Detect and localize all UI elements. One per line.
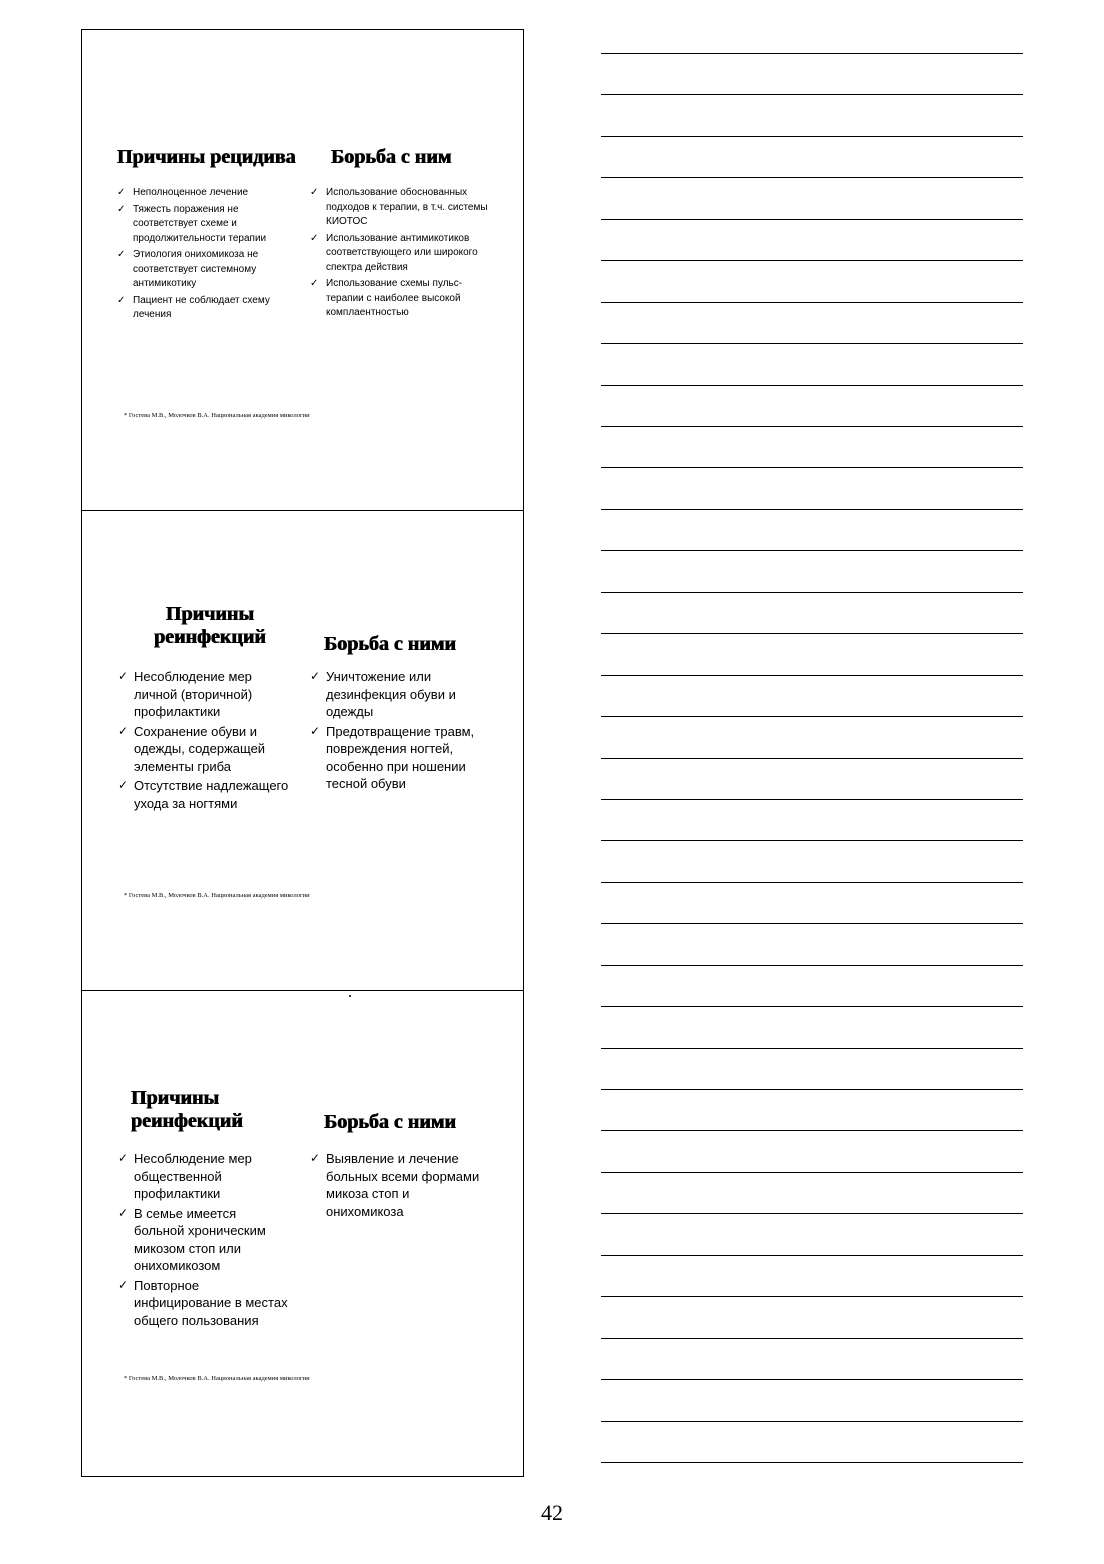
list-item: ✓ Тяжесть поражения не соответствует схеме и продолжительности терапии [117,203,297,247]
note-line [601,343,1023,344]
note-line [601,426,1023,427]
slide-right-list [310,1150,490,1222]
list-item: ✓ Использование антимикотиков соответствующего или широкого спектра действия [310,232,490,276]
slide-reinfection-personal [82,510,523,991]
note-line [601,1006,1023,1007]
slide-footnote: * Гостева М.В., Молочков В.А. Национальная академия микологии [124,892,310,899]
note-line [601,94,1023,95]
note-line [601,177,1023,178]
slide-left-list [117,186,297,325]
note-line [601,1296,1023,1297]
list-item: ✓ Повторное инфицирование в местах общего пользования [118,1277,288,1330]
note-line [601,1462,1023,1463]
slide-left-list [118,1150,288,1331]
list-item: ✓ В семье имеется больной хроническим микозом стоп или онихомикозом [118,1205,288,1275]
slide-relapse [82,30,523,510]
list-item: ✓ Несоблюдение мер личной (вторичной) профилактики [118,668,296,721]
list-item: ✓ Уничтожение или дезинфекция обуви и одежды [310,668,496,721]
list-item: ✓ Использование схемы пульс-терапии с наиболее высокой комплаентностью [310,277,490,321]
slide-right-column [331,146,511,169]
note-line [601,1048,1023,1049]
note-line [601,1213,1023,1214]
note-line [601,550,1023,551]
slide-left-column [131,1087,291,1133]
slide-right-list [310,668,496,795]
note-line [601,592,1023,593]
slide-right-column [324,633,504,656]
list-item: ✓ Предотвращение травм, повреждения ногтей, особенно при ношении тесной обуви [310,723,496,793]
note-line [601,1255,1023,1256]
note-line [601,799,1023,800]
note-line [601,1130,1023,1131]
scan-speck [349,995,351,997]
slide-right-title: Борьба с ними [324,1111,456,1133]
note-line [601,965,1023,966]
note-line [601,467,1023,468]
slides-column [81,29,524,1477]
slide-footnote: * Гостева М.В., Молочков В.А. Национальная академия микологии [124,1375,310,1382]
note-line [601,385,1023,386]
list-item: ✓ Выявление и лечение больных всеми формами микоза стоп и онихомикоза [310,1150,490,1220]
list-item: ✓ Пациент не соблюдает схему лечения [117,294,297,323]
note-line [601,136,1023,137]
page-number: 42 [541,1500,563,1525]
note-line [601,1338,1023,1339]
note-line [601,675,1023,676]
note-line [601,633,1023,634]
note-line [601,53,1023,54]
note-line [601,840,1023,841]
list-item: ✓ Отсутствие надлежащего ухода за ногтями [118,777,296,812]
note-line [601,1172,1023,1173]
slide-left-list [118,668,296,814]
note-line [601,716,1023,717]
slide-left-column [120,603,300,649]
note-line [601,509,1023,510]
note-line [601,882,1023,883]
notes-lines [601,0,1025,1480]
slide-right-title: Борьба с ними [324,633,456,655]
list-item: ✓ Использование обоснованных подходов к терапии, в т.ч. системы КИОТОС [310,186,490,230]
list-item: ✓ Этиология онихомикоза не соответствует системному антимикотику [117,248,297,292]
slide-footnote: * Гостева М.В., Молочков В.А. Национальная академия микологии [124,412,310,419]
note-line [601,302,1023,303]
slide-left-title: Причины реинфекций [154,603,266,648]
note-line [601,260,1023,261]
note-line [601,219,1023,220]
list-item: ✓ Неполноценное лечение [117,186,297,201]
slide-left-title: Причины рецидива [117,146,296,168]
slide-right-list [310,186,490,323]
list-item: ✓ Несоблюдение мер общественной профилактики [118,1150,288,1203]
note-line [601,1379,1023,1380]
note-line [601,758,1023,759]
note-line [601,1421,1023,1422]
slide-left-title: Причины реинфекций [131,1087,243,1132]
note-line [601,923,1023,924]
slide-reinfection-public [82,990,523,1471]
slide-right-column [324,1111,504,1134]
note-line [601,1089,1023,1090]
slide-left-column [117,146,309,169]
list-item: ✓ Сохранение обуви и одежды, содержащей элементы гриба [118,723,296,776]
slide-right-title: Борьба с ним [331,146,452,168]
